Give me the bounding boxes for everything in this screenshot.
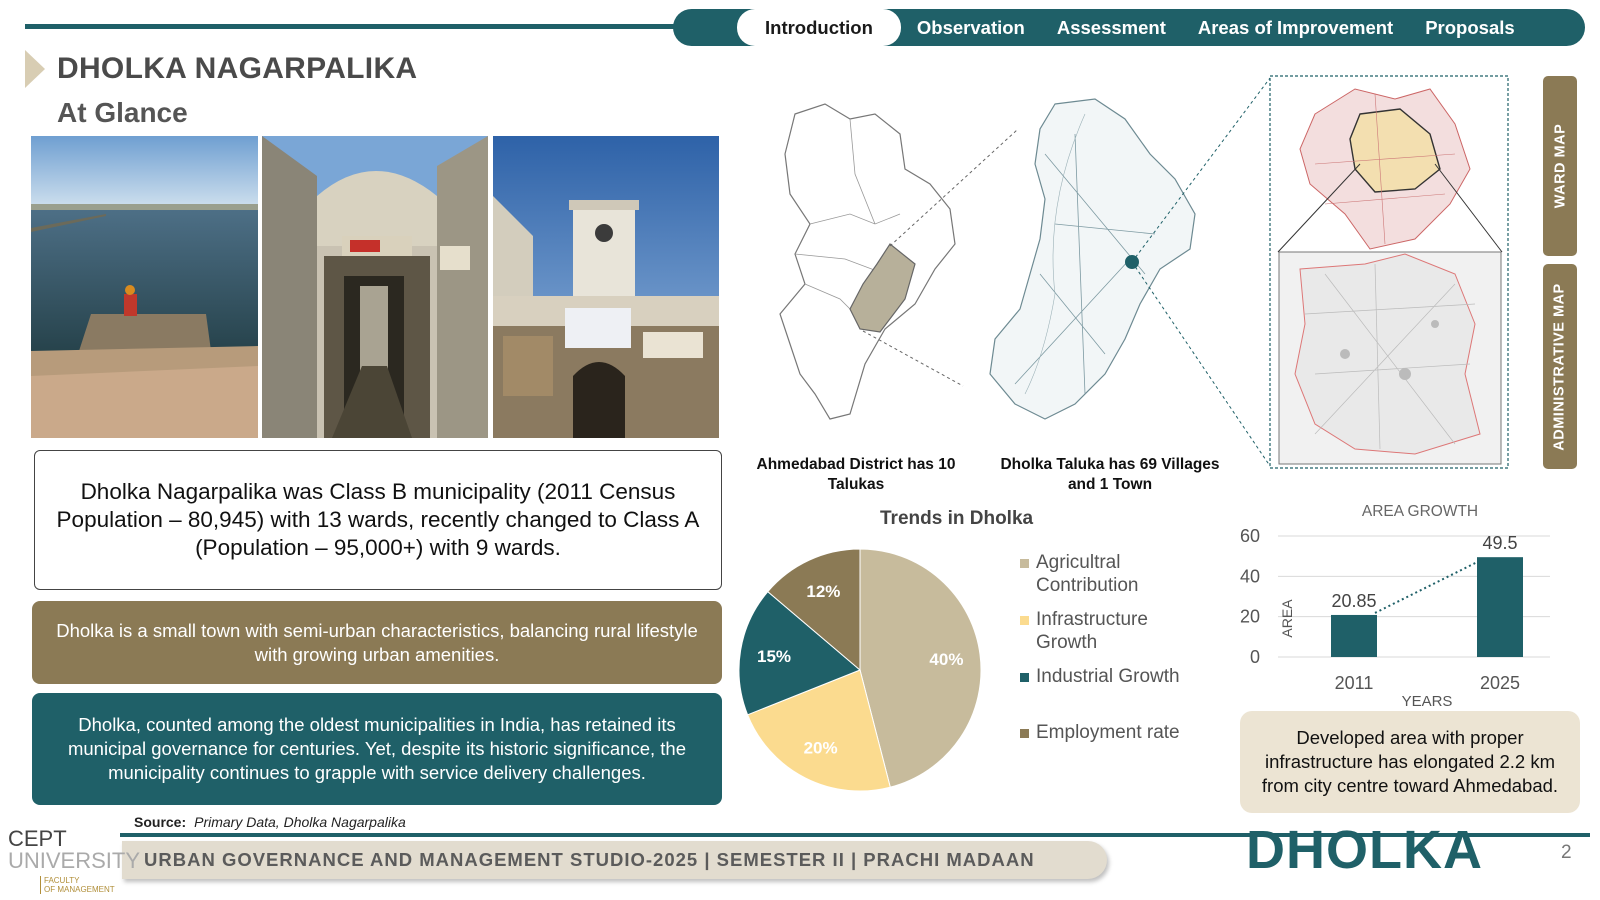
bar-trend-line xyxy=(1375,561,1479,613)
legend-swatch-icon xyxy=(1020,729,1029,738)
history-text: Dholka, counted among the oldest municipalities in India, has retained its municipal governance for centuries. Yet, despite its historic significance, the municipality continues to grapple with service delivery challenges. xyxy=(67,714,687,783)
old-gate-alley-photo xyxy=(262,136,488,438)
administrative-map-tab-label: ADMINISTRATIVE MAP xyxy=(1552,282,1568,451)
legend-item xyxy=(1020,608,1196,654)
source-value: Primary Data, Dholka Nagarpalika xyxy=(194,814,406,830)
bar-data-label: 49.5 xyxy=(1482,533,1518,554)
legend-swatch-icon xyxy=(1020,616,1029,625)
legend-item xyxy=(1020,551,1196,597)
bar-chart-title: AREA GROWTH xyxy=(1361,503,1479,520)
legend-label: Employment rate xyxy=(1036,722,1180,743)
tab-areas-of-improvement[interactable]: Areas of Improvement xyxy=(1197,17,1394,38)
administrative-map-tab[interactable] xyxy=(1543,264,1577,469)
pie-data-label: 20% xyxy=(803,738,838,758)
legend-swatch-icon xyxy=(1020,559,1029,568)
legend-label: Agricultral Contribution xyxy=(1036,552,1139,596)
area-growth-note-text: Developed area with proper infrastructure has elongated 2.2 km from city centre toward Ahmedabad. xyxy=(1261,727,1559,796)
top-accent-line xyxy=(25,24,685,29)
legend-label: Industrial Growth xyxy=(1036,666,1180,687)
title-arrow-icon xyxy=(25,50,45,88)
lake-ghat-photo xyxy=(31,136,258,438)
bar-y-tick-label: 20 xyxy=(1239,606,1260,627)
town-character-text: Dholka is a small town with semi-urban characteristics, balancing rural lifestyle with growing urban amenities. xyxy=(56,619,698,665)
district-map-caption: Ahmedabad District has 10 Talukas xyxy=(756,456,956,493)
pie-data-label: 15% xyxy=(757,646,792,666)
dholka-taluka-map xyxy=(990,99,1195,419)
pie-chart-title: Trends in Dholka xyxy=(880,508,1034,529)
bar-data-label: 20.85 xyxy=(1331,590,1377,611)
town-character-box xyxy=(32,601,722,684)
legend-item xyxy=(1020,665,1196,688)
ahmedabad-district-map xyxy=(780,104,955,419)
cept-university-logo xyxy=(8,826,141,896)
legend-item xyxy=(1020,721,1196,744)
tab-introduction[interactable]: Introduction xyxy=(737,9,901,46)
source-label: Source: xyxy=(134,814,187,830)
municipality-class-box xyxy=(34,450,722,590)
footer-studio-bar xyxy=(122,841,1107,879)
page-subtitle: At Glance xyxy=(57,97,188,128)
location-maps xyxy=(755,74,1545,474)
page-number: 2 xyxy=(1561,842,1572,863)
taluka-map-caption: Dholka Taluka has 69 Villages and 1 Town xyxy=(1000,456,1220,493)
legend-swatch-icon xyxy=(1020,673,1029,682)
legend-label: Infrastructure Growth xyxy=(1036,609,1148,653)
clock-tower-gate-photo xyxy=(493,136,719,438)
tab-observation[interactable]: Observation xyxy=(916,17,1025,38)
bar-y-tick-label: 0 xyxy=(1249,647,1260,667)
administrative-map xyxy=(1295,254,1480,454)
bar-2025 xyxy=(1477,557,1523,657)
ward-map-tab-label: WARD MAP xyxy=(1552,123,1568,209)
bar-y-tick-label: 60 xyxy=(1239,526,1260,546)
tab-proposals[interactable]: Proposals xyxy=(1425,17,1515,38)
logo-faculty-text: FACULTY xyxy=(44,876,80,885)
tab-assessment[interactable]: Assessment xyxy=(1056,17,1166,38)
area-growth-bar-chart xyxy=(1230,500,1580,710)
pie-data-label: 40% xyxy=(929,650,964,670)
ward-map-tab[interactable] xyxy=(1543,76,1577,256)
trends-pie-chart xyxy=(735,545,985,795)
history-box xyxy=(32,693,722,805)
bar-category-label: 2025 xyxy=(1479,673,1521,693)
bar-2011 xyxy=(1331,615,1377,657)
municipality-class-text: Dholka Nagarpalika was Class B municipality (2011 Census Population – 80,945) with 13 wards, recently changed to Class A (Population – 95,000+) with 9 wards. xyxy=(56,479,700,560)
area-growth-note xyxy=(1240,711,1580,813)
pie-data-label: 12% xyxy=(806,581,841,601)
logo-management-text: OF MANAGEMENT xyxy=(44,885,115,894)
logo-line-university: UNIVERSITY xyxy=(8,848,141,873)
section-nav xyxy=(673,9,1585,46)
ward-map xyxy=(1300,89,1470,249)
logo-line-faculty xyxy=(40,876,115,894)
bar-y-tick-label: 40 xyxy=(1239,566,1260,587)
bar-y-axis-label: AREA xyxy=(1279,599,1295,638)
bar-category-label: 2011 xyxy=(1334,673,1374,693)
brand-wordmark: DHOLKA xyxy=(1246,820,1483,880)
page-title: DHOLKA NAGARPALIKA xyxy=(57,52,418,85)
bar-x-axis-label: YEARS xyxy=(1401,693,1453,710)
logo-line-cept: CEPT xyxy=(8,826,67,851)
footer-studio-text: URBAN GOVERNANCE AND MANAGEMENT STUDIO-2025 | SEMESTER II | PRACHI MADAAN xyxy=(144,849,1035,870)
source-note xyxy=(134,814,406,830)
